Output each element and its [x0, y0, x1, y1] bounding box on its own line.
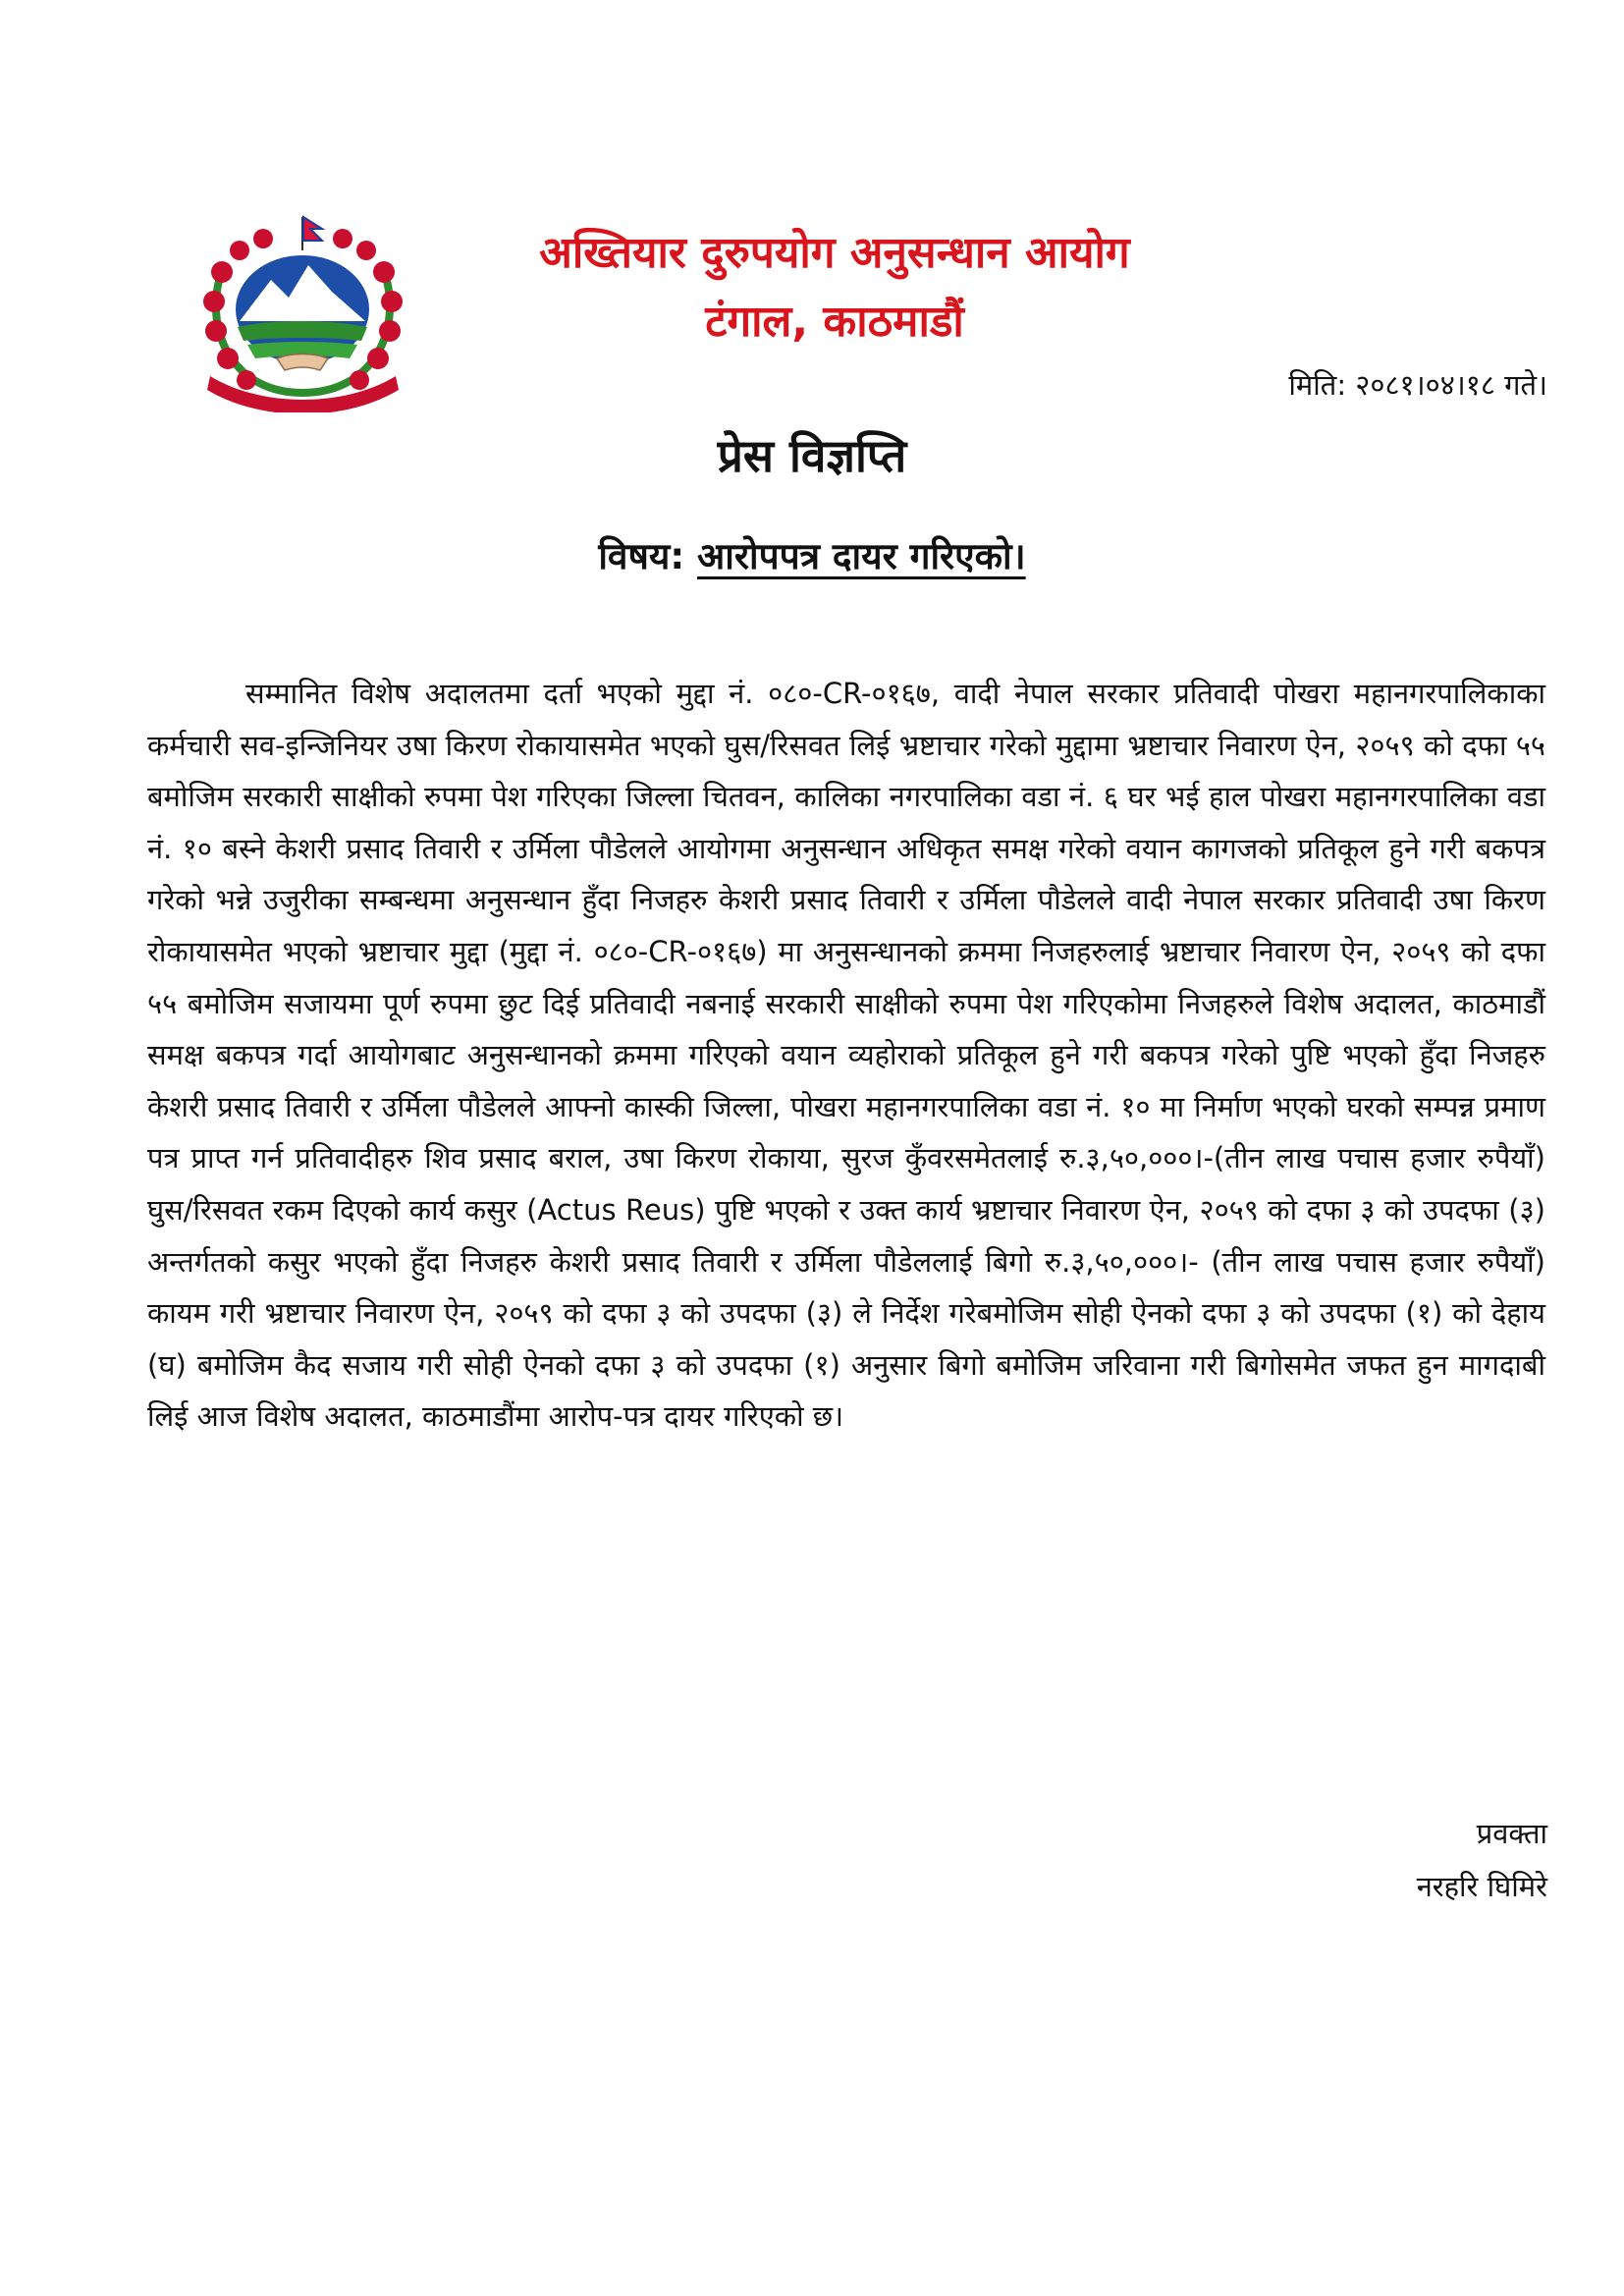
organization-name: अख्तियार दुरुपयोग अनुसन्धान आयोग [539, 228, 1130, 278]
document-title: प्रेस विज्ञप्ति [717, 429, 907, 482]
spokesperson-name: नरहरि घिमिरे [1416, 1870, 1547, 1903]
nepal-coat-of-arms-emblem [192, 211, 413, 412]
press-release-body: सम्मानित विशेष अदालतमा दर्ता भएको मुद्दा नं. ०८०-CR-०१६७, वादी नेपाल सरकार प्रतिवादी पोखरा महानगरपालिकाका कर्मचारी सव-इन्जिनियर उषा किरण रोकायासमेत भएको घुस/रिसवत लिई भ्रष्टाचार गरेको मुद्दामा भ्रष्टाचार निवारण ऐन, २०५९ को दफा ५५ बमोजिम सरकारी साक्षीको रुपमा पेश गरिएका जिल्ला चितवन, कालिका नगरपालिका वडा नं. ६ घर भई हाल पोखरा महानगरपालिका वडा नं. १० बस्ने केशरी प्रसाद तिवारी र उर्मिला पौडेलले आयोगमा अनुसन्धान अधिकृत समक्ष गरेको वयान कागजको प्रतिकूल हुने गरी बकपत्र गरेको भन्ने उजुरीका सम्बन्धमा अनुसन्धान हुँदा निजहरु केशरी प्रसाद तिवारी र उर्मिला पौडेलले वादी नेपाल सरकार प्रतिवादी उषा किरण रोकायासमेत भएको भ्रष्टाचार मुद्दा (मुद्दा नं. ०८०-CR-०१६७) मा अनुसन्धानको क्रममा निजहरुलाई भ्रष्टाचार निवारण ऐन, २०५९ को दफा ५५ बमोजिम सजायमा पूर्ण रुपमा छुट दिई प्रतिवादी नबनाई सरकारी साक्षीको रुपमा पेश गरिएकोमा निजहरुले विशेष अदालत, काठमाडौं समक्ष बकपत्र गर्दा आयोगबाट अनुसन्धानको क्रममा गरिएको वयान व्यहोराको प्रतिकूल हुने गरी बकपत्र गरेको पुष्टि भएको हुँदा निजहरु केशरी प्रसाद तिवारी र उर्मिला पौडेलले आफ्नो कास्की जिल्ला, पोखरा महानगरपालिका वडा नं. १० मा निर्माण भएको घरको सम्पन्न प्रमाण पत्र प्राप्त गर्न प्रतिवादीहरु शिव प्रसाद बराल, उषा किरण रोकाया, सुरज कुँवरसमेतलाई रु.३,५०,०००।-(तीन लाख पचास हजार रुपैयाँ) घुस/रिसवत रकम दिएको कार्य कसुर (Actus Reus) पुष्टि भएको र उक्त कार्य भ्रष्टाचार निवारण ऐन, २०५९ को दफा ३ को उपदफा (३) अन्तर्गतको कसुर भएको हुँदा निजहरु केशरी प्रसाद तिवारी र उर्मिला पौडेललाई बिगो रु.३,५०,०००।- (तीन लाख पचास हजार रुपैयाँ) कायम गरी भ्रष्टाचार निवारण ऐन, २०५९ को दफा ३ को उपदफा (३) ले निर्देश गरेबमोजिम सोही ऐनको दफा ३ को उपदफा (१) को देहाय (घ) बमोजिम कैद सजाय गरी सोही ऐनको दफा ३ को उपदफा (१) अनुसार बिगो बमोजिम जरिवाना गरी बिगोसमेत जफत हुन मागदाबी लिई आज विशेष अदालत, काठमाडौंमा आरोप-पत्र दायर गरिएको छ। [147, 677, 1545, 1434]
issue-date: मिति: २०८१।०४।१८ गते। [1288, 368, 1547, 402]
organization-location: टंगाल, काठमाडौं [705, 297, 964, 347]
national-flag [302, 217, 322, 250]
signature-block [1417, 1807, 1547, 1913]
subject-text: आरोपपत्र दायर गरिएको। [697, 535, 1026, 577]
mountain-map [236, 255, 369, 363]
spokesperson-title: प्रवक्ता [1476, 1817, 1547, 1850]
subject-label: विषय: [598, 535, 685, 577]
handshake [277, 355, 328, 371]
subject-line [0, 530, 1624, 583]
